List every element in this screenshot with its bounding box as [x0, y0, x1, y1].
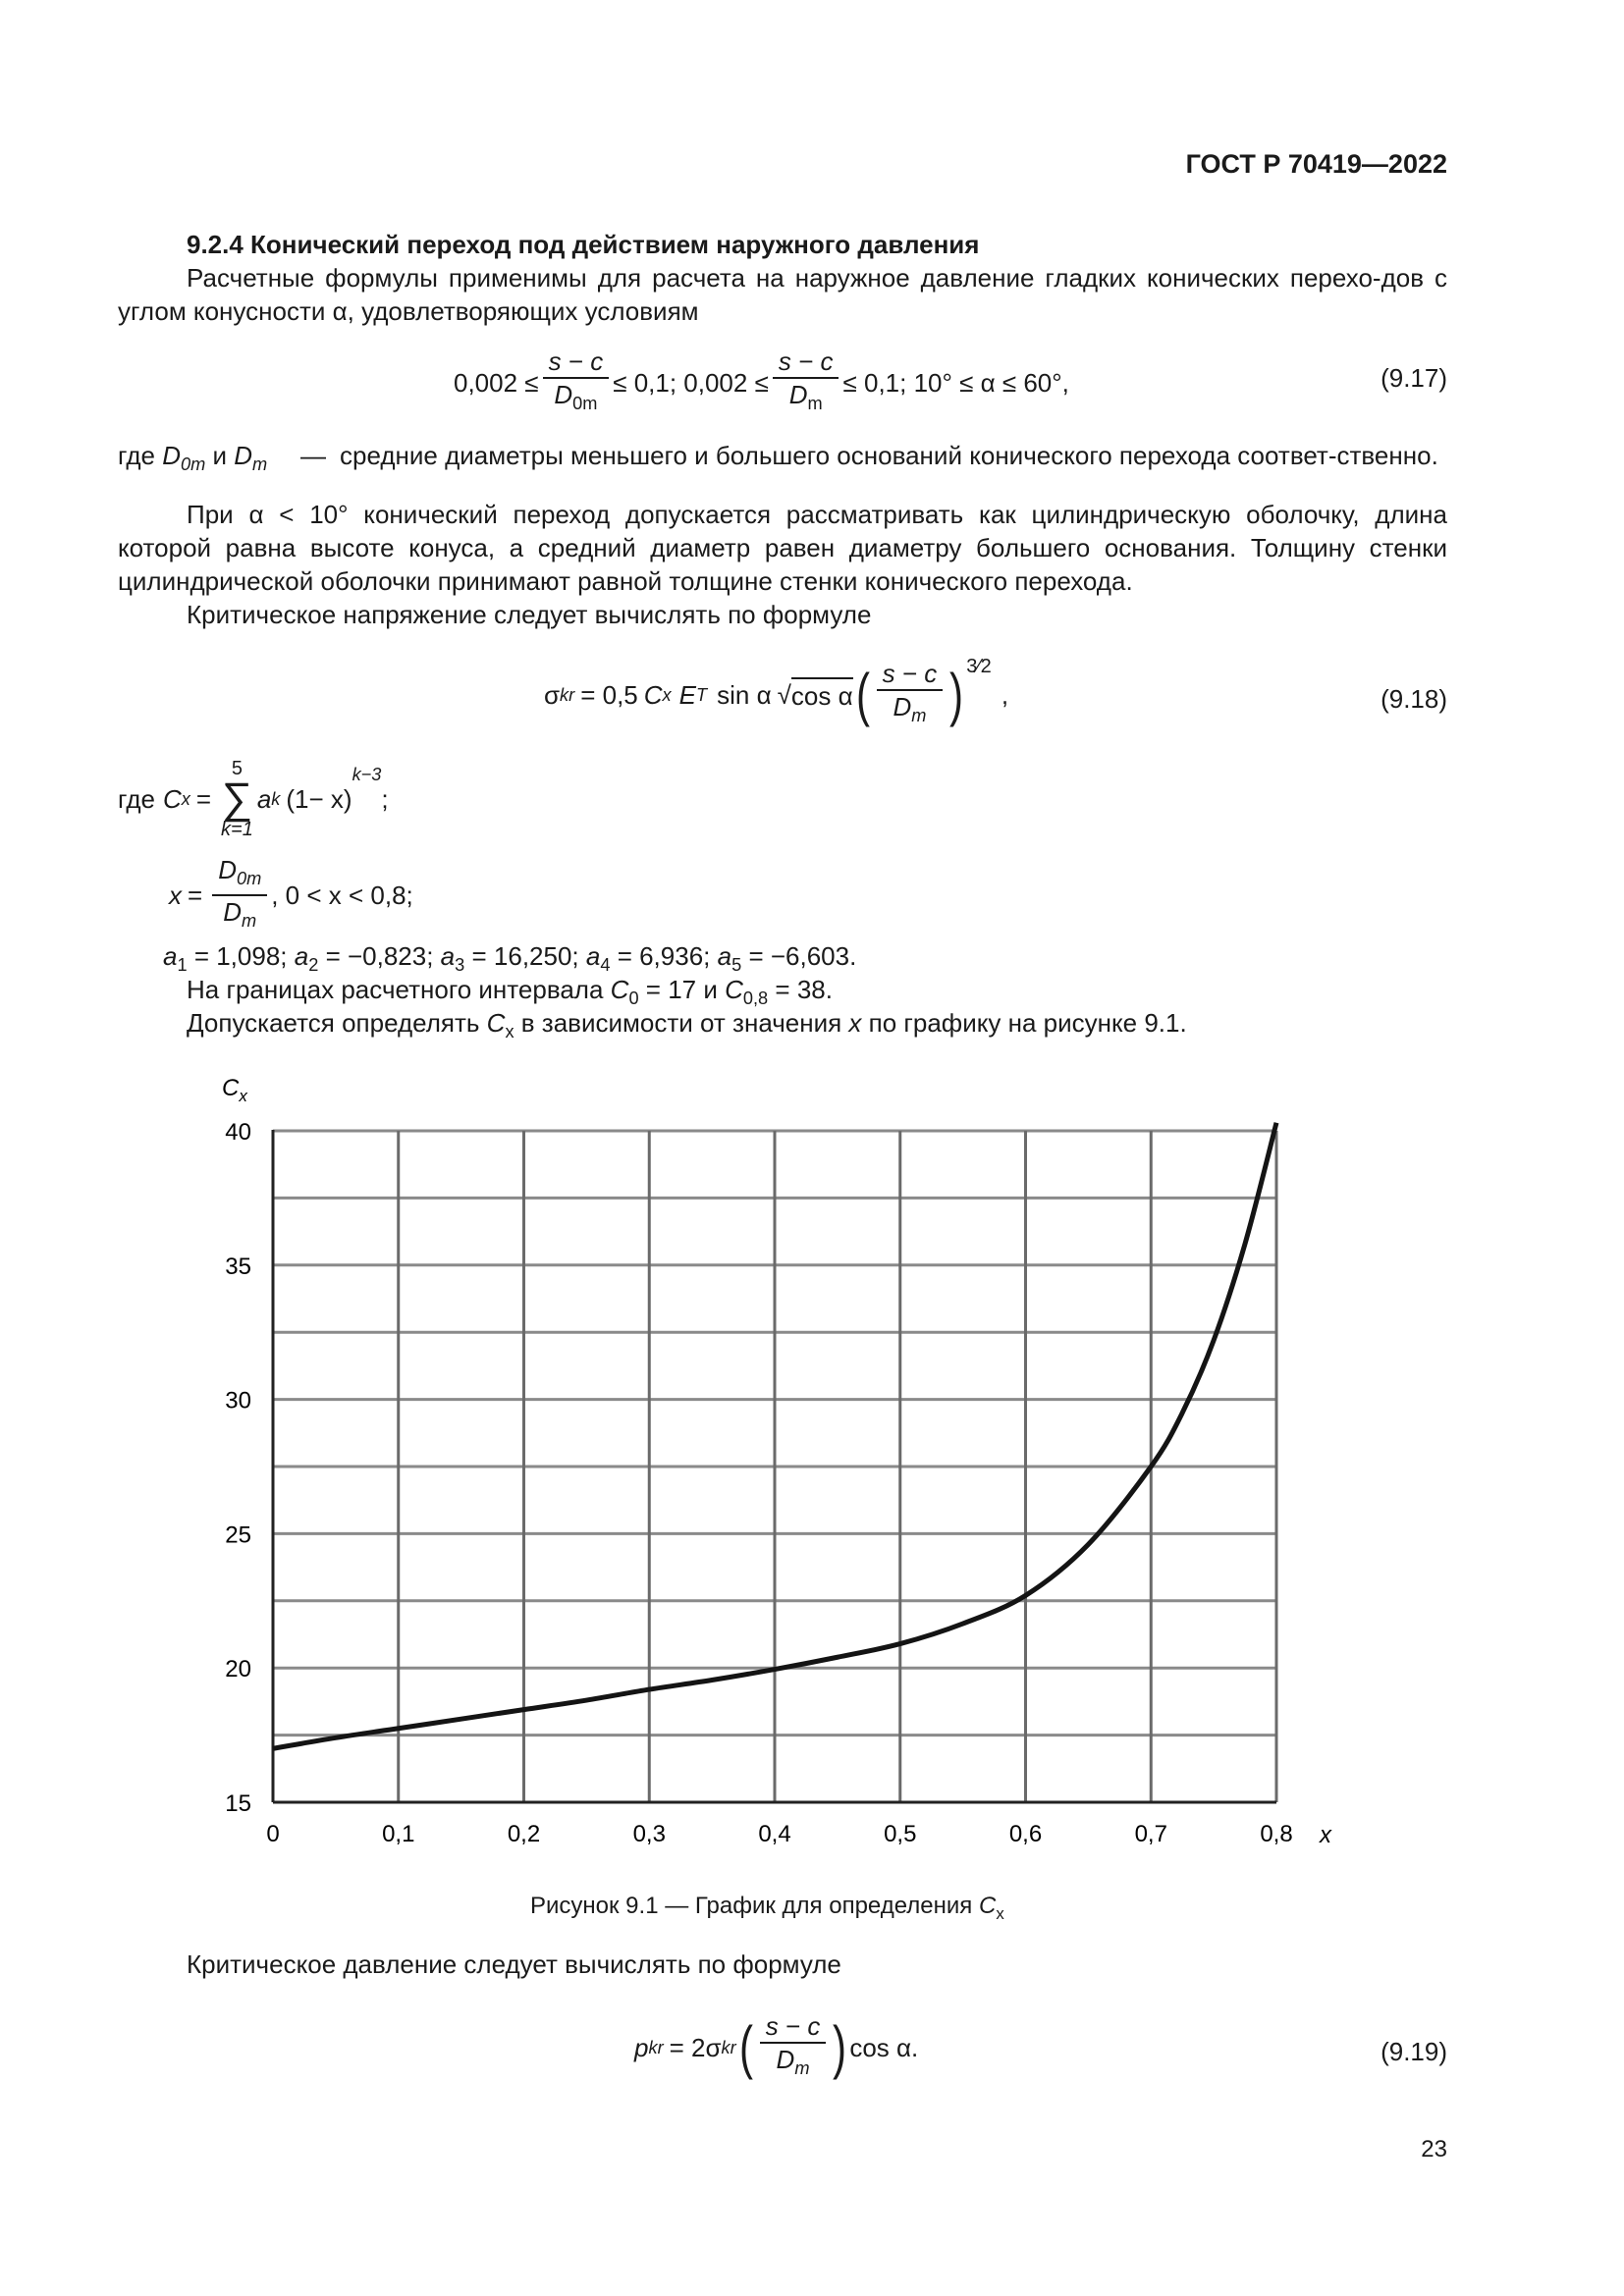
eq918-e: E: [678, 679, 696, 710]
a1-sub: 1: [177, 955, 188, 976]
bounds-text-3: = 38.: [768, 975, 833, 1004]
x-tick-label: 0,3: [632, 1821, 666, 1847]
eq917-den2: D: [788, 380, 808, 409]
where-dash: —: [300, 441, 326, 470]
sum-upper-limit: 5: [231, 758, 243, 779]
eq918-sin: sin α: [717, 679, 772, 710]
eq917-den2-sub: m: [807, 394, 823, 414]
x-tick-label: 0,5: [884, 1821, 917, 1847]
equation-9-19: [634, 2010, 918, 2084]
power-k-3: k−3: [352, 765, 382, 784]
sum-lower-limit: k=1: [221, 819, 253, 840]
cx-def-sub: x: [181, 789, 190, 809]
eq917-den1-sub: 0m: [572, 394, 598, 414]
allow-x: x: [848, 1008, 862, 1038]
where-and: и: [212, 441, 227, 470]
eq918-den: D: [893, 692, 912, 721]
eq918-cx-sub: x: [662, 684, 672, 705]
eq918-den-sub: m: [911, 706, 927, 726]
cx-def-semicolon: ;: [381, 784, 389, 814]
where-prefix: где: [118, 441, 155, 470]
a5: a: [717, 941, 732, 971]
page-number: 23: [1421, 2136, 1447, 2163]
sigma-symbol: ∑: [221, 774, 253, 823]
d0m-sub: 0m: [180, 454, 206, 475]
cx-def-symbol: C: [162, 784, 182, 814]
a2: a: [294, 941, 309, 971]
x-den-sub: m: [242, 911, 257, 932]
eq918-sigma: σ: [544, 679, 561, 710]
eq917-den1: D: [554, 380, 573, 409]
y-tick-label: 40: [225, 1119, 251, 1146]
allow-cx: C: [486, 1008, 506, 1038]
x-tick-label: 0,7: [1134, 1821, 1167, 1847]
x-num-sub: 0m: [236, 869, 262, 889]
eq918-cx: C: [643, 679, 663, 710]
one-minus-x: (1− x): [286, 784, 352, 814]
critical-stress-intro: Критическое напряжение следует вычислять по формуле: [187, 600, 872, 629]
chart-grid: [273, 1130, 1276, 1802]
eq918-e-sup: T: [695, 684, 708, 705]
caption-cx-sub: x: [996, 1903, 1004, 1923]
caption-text: Рисунок 9.1 — График для определения: [530, 1893, 979, 1919]
cx-where-prefix: где: [118, 784, 155, 814]
a1: a: [163, 941, 178, 971]
x-def-eq: =: [188, 881, 203, 911]
x-tick-label: 0: [266, 1821, 280, 1847]
critical-pressure-intro: Критическое давление следует вычислять по формуле: [187, 1949, 841, 1979]
a5-value: = −6,603.: [741, 941, 857, 971]
x-axis-label: x: [1320, 1822, 1331, 1848]
x-tick-label: 0,6: [1008, 1821, 1043, 1847]
eq919-p-sub: kr: [648, 2037, 664, 2057]
eq919-left-paren: (: [738, 2013, 753, 2080]
a4-value: = 6,936;: [610, 941, 718, 971]
x-condition: , 0 < x < 0,8;: [271, 881, 413, 911]
c0-symbol: C: [610, 975, 629, 1004]
dm-sub: m: [252, 454, 268, 475]
a5-sub: 5: [731, 955, 742, 976]
a2-sub: 2: [308, 955, 319, 976]
y-tick-label: 25: [225, 1522, 251, 1549]
x-symbol: x: [169, 881, 182, 911]
eq919-eq: = 2σ: [669, 2032, 722, 2062]
eq918-comma: ,: [1001, 679, 1009, 710]
allow-text-2: в зависимости от значения: [514, 1008, 849, 1038]
allow-cx-sub: x: [505, 1022, 514, 1042]
y-tick-label: 30: [225, 1387, 251, 1415]
c08-sub: 0,8: [742, 988, 769, 1009]
a4: a: [585, 941, 601, 971]
figure-caption: [530, 1893, 1004, 1924]
y-tick-label: 15: [225, 1790, 251, 1817]
d0m-symbol: D: [162, 441, 181, 470]
eq919-right-paren: ): [833, 2013, 847, 2080]
eq919-p: p: [634, 2032, 649, 2062]
a3-value: = 16,250;: [464, 941, 586, 971]
chart-ticks: [225, 1119, 1292, 1847]
eq919-den: D: [776, 2045, 795, 2074]
ak-sub: k: [271, 789, 281, 809]
allow-text-3: по графику на рисунке 9.1.: [861, 1008, 1187, 1038]
bounds-text-1: На границах расчетного интервала: [187, 975, 611, 1004]
eq917-num2: s − c: [778, 347, 834, 376]
document-standard-header: ГОСТ Р 70419—2022: [1185, 149, 1447, 179]
bounds-text-2: = 17 и: [638, 975, 726, 1004]
eq919-sig-sub: kr: [721, 2037, 736, 2057]
eq918-sigma-sub: kr: [560, 684, 575, 705]
y-tick-label: 35: [225, 1253, 251, 1280]
eq917-part-a: 0,002 ≤: [454, 367, 539, 398]
eq917-part-c: ≤ 0,1; 10° ≤ α ≤ 60°,: [842, 367, 1069, 398]
cx-def-eq: =: [195, 784, 212, 814]
allow-text-1: Допускается определять: [187, 1008, 487, 1038]
right-paren: ): [949, 661, 964, 727]
x-tick-label: 0,2: [507, 1821, 541, 1847]
where-diameters-text: средние диаметры меньшего и большего оснований конического перехода соответ-ственно.: [340, 441, 1438, 470]
eq919-fraction: [760, 2010, 827, 2084]
intro-paragraph: Расчетные формулы применимы для расчета на наружное давление гладких конических перехо-дов с углом конусности α, удовлетворяющих условиям: [118, 263, 1447, 326]
eq917-num1: s − c: [548, 347, 604, 376]
a3: a: [440, 941, 456, 971]
left-paren: (: [855, 661, 870, 727]
equation-number-9-17: (9.17): [1380, 363, 1447, 393]
a2-value: = −0,823;: [318, 941, 441, 971]
eq919-den-sub: m: [794, 2058, 810, 2079]
x-tick-label: 0,8: [1260, 1821, 1293, 1847]
x-num: D: [218, 855, 237, 884]
a3-sub: 3: [455, 955, 465, 976]
c08-symbol: C: [725, 975, 743, 1004]
small-angle-paragraph: При α < 10° конический переход допускается рассматривать как цилиндрическую оболочку, длина которой равна высоте конуса, а средний диаметр равен диаметру большего основания. Толщину стенки цилиндрической оболочки принимают равной толщине стенки конического перехода.: [118, 500, 1447, 596]
a4-sub: 4: [600, 955, 611, 976]
ak-symbol: a: [256, 784, 272, 814]
x-tick-label: 0,4: [758, 1821, 791, 1847]
equation-number-9-18: (9.18): [1380, 684, 1447, 714]
eq918-eq: = 0,5: [580, 679, 638, 710]
y-axis-label: $C_x$: [222, 1075, 247, 1105]
eq919-tail: cos α.: [849, 2032, 919, 2062]
dm-symbol: D: [234, 441, 253, 470]
eq918-sqrt-content: cos α: [791, 677, 853, 713]
section-heading: 9.2.4 Конический переход под действием наружного давления: [187, 230, 980, 259]
sqrt-symbol: √: [777, 679, 791, 710]
eq919-num: s − c: [765, 2011, 821, 2041]
eq918-num: s − c: [882, 659, 938, 688]
c0-sub: 0: [628, 988, 639, 1009]
caption-cx: C: [978, 1893, 997, 1919]
y-tick-label: 20: [225, 1656, 251, 1683]
equation-number-9-19: (9.19): [1380, 2037, 1447, 2066]
x-den: D: [223, 897, 243, 928]
x-tick-label: 0,1: [382, 1821, 415, 1847]
eq918-power: 3⁄2: [966, 656, 992, 677]
a1-value: = 1,098;: [187, 941, 295, 971]
eq917-part-b: ≤ 0,1; 0,002 ≤: [613, 367, 769, 398]
